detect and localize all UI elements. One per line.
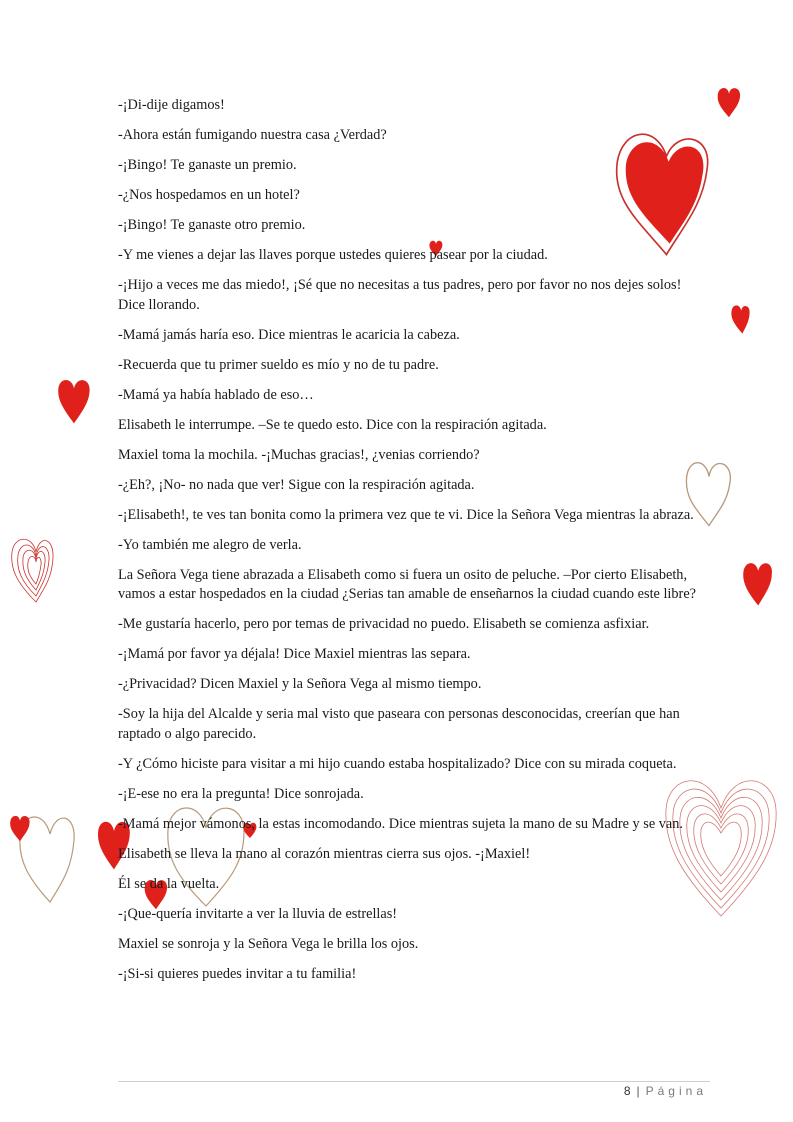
paragraph: -Mamá jamás haría eso. Dice mientras le acaricia la cabeza. [118, 326, 460, 343]
footer-divider [118, 1081, 710, 1082]
page-label: Página [645, 1084, 707, 1098]
paragraph: -Yo también me alegro de verla. [118, 536, 302, 553]
story-text [118, 96, 698, 995]
small-heart-icon [715, 84, 743, 120]
paragraph: La Señora Vega tiene abrazada a Elisabeth como si fuera un osito de peluche. –Por cierto Elisabeth, vamos a estar hospedados en la ciudad ¿Serias tan amable de enseñarnos la ciudad cuando este libre? [118, 566, 697, 602]
paragraph: -Recuerda que tu primer sueldo es mío y no de tu padre. [118, 356, 439, 373]
paragraph: Elisabeth le interrumpe. –Se te quedo esto. Dice con la respiración agitada. [118, 416, 547, 433]
small-heart-icon [728, 300, 752, 336]
concentric-heart-icon [6, 528, 56, 606]
paragraph: -¡E-ese no era la pregunta! Dice sonrojada. [118, 785, 364, 802]
footer-separator: | [636, 1084, 640, 1098]
paragraph: -¿Eh?, ¡No- no nada que ver! Sigue con la respiración agitada. [118, 476, 475, 493]
paragraph: -¡Mamá por favor ya déjala! Dice Maxiel mientras las separa. [118, 646, 471, 662]
paragraph: -¿Privacidad? Dicen Maxiel y la Señora Vega al mismo tiempo. [118, 676, 482, 692]
paragraph: -¡Si-si quieres puedes invitar a tu familia! [118, 965, 357, 982]
paragraph: -¡Bingo! Te ganaste otro premio. [118, 217, 306, 233]
paragraph: Maxiel se sonroja y la Señora Vega le brilla los ojos. [118, 935, 419, 952]
paragraph: -Y me vienes a dejar las llaves porque ustedes quieres pasear por la ciudad. [118, 247, 548, 263]
paragraph: -¡Di-dije digamos! [118, 97, 225, 113]
paragraph: -¡Que-quería invitarte a ver la lluvia de estrellas! [118, 905, 398, 922]
paragraph: -¡Elisabeth!, te ves tan bonita como la primera vez que te vi. Dice la Señora Vega mientras la abraza. [118, 506, 694, 523]
paragraph: -Mamá ya había hablado de eso… [118, 386, 314, 403]
paragraph: -Me gustaría hacerlo, pero por temas de privacidad no puedo. Elisabeth se comienza asfixiar. [118, 616, 650, 632]
paragraph: -Soy la hija del Alcalde y seria mal visto que paseara con personas desconocidas, creerían que han raptado o algo parecido. [118, 706, 680, 742]
paragraph: -¡Hijo a veces me das miedo!, ¡Sé que no necesitas a tus padres, pero por favor no nos dejes solos! Dice llorando. [118, 277, 682, 313]
page-number: 8 [623, 1084, 631, 1098]
medium-heart-icon [738, 556, 776, 608]
page-footer [624, 1084, 707, 1098]
paragraph: Él se da la vuelta. [118, 875, 220, 892]
paragraph: -¿Nos hospedamos en un hotel? [118, 187, 300, 203]
paragraph: -Mamá mejor vámonos, la estas incomodando. Dice mientras sujeta la mano de su Madre y se van. [118, 815, 683, 832]
small-heart-icon [8, 812, 32, 844]
medium-heart-icon [54, 374, 94, 426]
paragraph: -¡Bingo! Te ganaste un premio. [118, 157, 297, 173]
paragraph: -Ahora están fumigando nuestra casa ¿Verdad? [118, 127, 387, 143]
paragraph: Elisabeth se lleva la mano al corazón mientras cierra sus ojos. -¡Maxiel! [118, 845, 531, 862]
paragraph: -Y ¿Cómo hiciste para visitar a mi hijo cuando estaba hospitalizado? Dice con su mirada coqueta. [118, 755, 677, 772]
paragraph: Maxiel toma la mochila. -¡Muchas gracias!, ¿venias corriendo? [118, 446, 480, 463]
